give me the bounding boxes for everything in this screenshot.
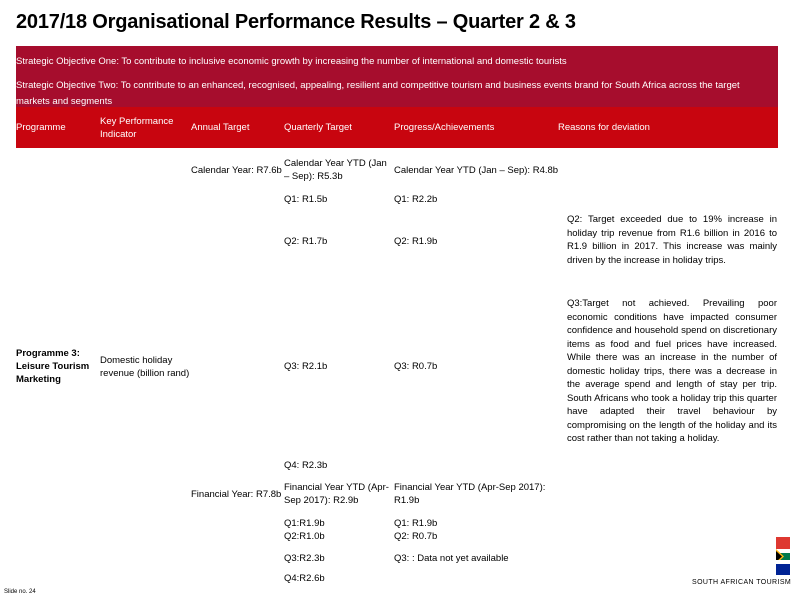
quarterly-financial-ytd: Financial Year YTD (Apr-Sep 2017): R2.9b xyxy=(284,482,389,506)
strategic-objective-two: Strategic Objective Two: To contribute to an enhanced, recognised, appealing, resilient and competitive tourism and business events brand for South Africa across the target markets and segments xyxy=(16,80,740,107)
progress-fq2: Q2: R0.7b xyxy=(394,531,438,542)
quarterly-fq3: Q3:R2.3b xyxy=(284,553,325,564)
header-quarterly-target: Quarterly Target xyxy=(284,122,352,133)
annual-target-calendar: Calendar Year: R7.6b xyxy=(191,165,282,176)
reason-q2: Q2: Target exceeded due to 19% increase in holiday trip revenue from R1.6 billion in 2016 to R1.9 billion in 2017. This increase was mainly driven by the increase in holiday trips. xyxy=(567,214,777,266)
header-reasons: Reasons for deviation xyxy=(558,122,650,133)
header-annual-target: Annual Target xyxy=(191,122,250,133)
progress-q2: Q2: R1.9b xyxy=(394,236,438,247)
logo-text: SOUTH AFRICAN TOURISM xyxy=(692,579,792,586)
progress-q3: Q3: R0.7b xyxy=(394,361,438,372)
quarterly-q4: Q4: R2.3b xyxy=(284,460,328,471)
quarterly-calendar-ytd: Calendar Year YTD (Jan – Sep): R5.3b xyxy=(284,158,387,182)
strategic-objectives-panel xyxy=(16,46,778,107)
header-programme: Programme xyxy=(16,122,66,133)
slide-number: Slide no. 24 xyxy=(4,589,36,595)
progress-q1: Q1: R2.2b xyxy=(394,194,438,205)
quarterly-q1: Q1: R1.5b xyxy=(284,194,328,205)
progress-fq3: Q3: : Data not yet available xyxy=(394,553,509,564)
header-kpi: Key Performance Indicator xyxy=(100,116,174,140)
quarterly-q2: Q2: R1.7b xyxy=(284,236,328,247)
header-progress: Progress/Achievements xyxy=(394,122,495,133)
page-title: 2017/18 Organisational Performance Results – Quarter 2 & 3 xyxy=(16,11,576,33)
quarterly-q3: Q3: R2.1b xyxy=(284,361,328,372)
south-african-flag-logo-icon xyxy=(776,537,790,575)
progress-fq1: Q1: R1.9b xyxy=(394,518,438,529)
table-header xyxy=(16,107,778,148)
strategic-objective-one: Strategic Objective One: To contribute to inclusive economic growth by increasing the number of international and domestic tourists xyxy=(16,56,567,67)
reason-q3: Q3:Target not achieved. Prevailing poor economic conditions have impacted consumer confidence and household spend on discretionary items as food and fuel prices have increased. While there was an increase in the number of domestic holiday trips, there was a decrease in the average spend and length of stay per trip. South Africans who took a holiday trip this quarter have adapted their travel behaviour by compromising on the length of the holiday and its cost rather than not taking a holiday. xyxy=(567,298,777,444)
progress-calendar-ytd: Calendar Year YTD (Jan – Sep): R4.8b xyxy=(394,165,559,176)
programme-cell: Programme 3: Leisure Tourism Marketing xyxy=(16,348,90,385)
quarterly-fq2: Q2:R1.0b xyxy=(284,531,325,542)
quarterly-fq1: Q1:R1.9b xyxy=(284,518,325,529)
annual-target-financial: Financial Year: R7.8b xyxy=(191,489,282,500)
kpi-cell: Domestic holiday revenue (billion rand) xyxy=(100,355,190,379)
quarterly-fq4: Q4:R2.6b xyxy=(284,573,325,584)
progress-financial-ytd: Financial Year YTD (Apr-Sep 2017): R1.9b xyxy=(394,482,546,506)
